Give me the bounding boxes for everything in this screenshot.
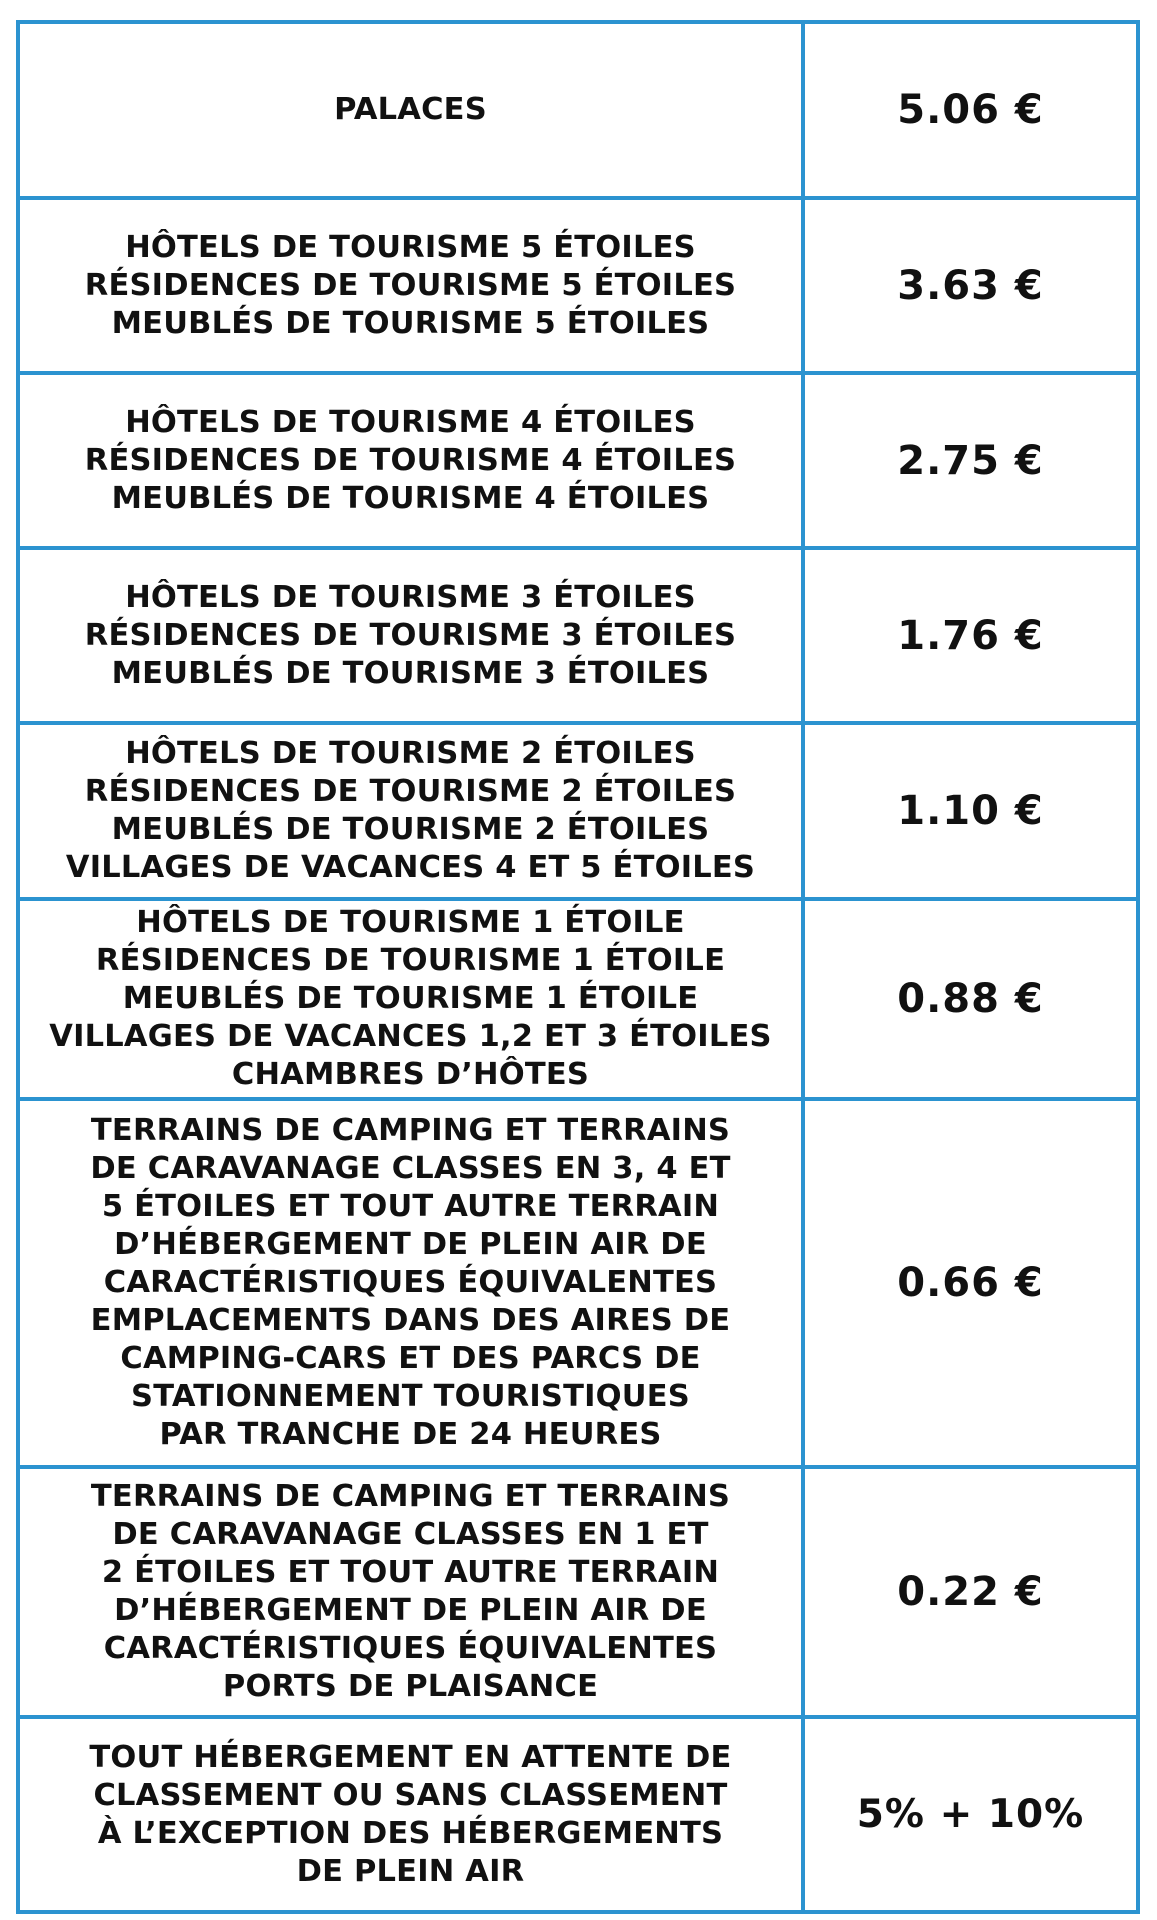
tax-rate-cell: 5.06 € bbox=[803, 22, 1138, 198]
category-line: MEUBLÉS DE TOURISME 2 ÉTOILES bbox=[111, 812, 710, 847]
category-line: 5 ÉTOILES ET TOUT AUTRE TERRAIN bbox=[101, 1189, 720, 1224]
table-row bbox=[18, 1717, 1138, 1912]
category-line: 2 ÉTOILES ET TOUT AUTRE TERRAIN bbox=[101, 1555, 720, 1590]
accommodation-category-cell bbox=[18, 198, 803, 373]
category-line: DE PLEIN AIR bbox=[296, 1853, 525, 1889]
category-line: EMPLACEMENTS DANS DES AIRES DE bbox=[90, 1303, 731, 1338]
tax-rate-cell: 2.75 € bbox=[803, 373, 1138, 548]
category-line: TOUT HÉBERGEMENT EN ATTENTE DE bbox=[89, 1739, 732, 1775]
tax-rate-cell: 5% + 10% bbox=[803, 1717, 1138, 1912]
tax-rate-cell: 1.10 € bbox=[803, 723, 1138, 899]
category-line: RÉSIDENCES DE TOURISME 4 ÉTOILES bbox=[84, 442, 737, 478]
category-line: VILLAGES DE VACANCES 1,2 ET 3 ÉTOILES bbox=[49, 1019, 772, 1054]
category-line: HÔTELS DE TOURISME 1 ÉTOILE bbox=[136, 905, 685, 940]
category-line: RÉSIDENCES DE TOURISME 2 ÉTOILES bbox=[84, 774, 737, 809]
category-line: RÉSIDENCES DE TOURISME 3 ÉTOILES bbox=[84, 617, 737, 653]
category-line: HÔTELS DE TOURISME 2 ÉTOILES bbox=[125, 736, 696, 771]
category-line: VILLAGES DE VACANCES 4 ET 5 ÉTOILES bbox=[65, 850, 756, 885]
table-row bbox=[18, 198, 1138, 373]
category-line: HÔTELS DE TOURISME 3 ÉTOILES bbox=[125, 579, 696, 615]
category-line: CAMPING-CARS ET DES PARCS DE bbox=[120, 1341, 701, 1376]
category-line: CLASSEMENT OU SANS CLASSEMENT bbox=[93, 1777, 728, 1813]
tax-rate-cell: 3.63 € bbox=[803, 198, 1138, 373]
accommodation-category-cell bbox=[18, 1099, 803, 1467]
table-row bbox=[18, 548, 1138, 723]
table-body bbox=[18, 22, 1138, 1912]
accommodation-category-cell bbox=[18, 1717, 803, 1912]
category-line: PALACES bbox=[334, 92, 487, 127]
tax-rate-cell: 0.22 € bbox=[803, 1467, 1138, 1717]
table-row bbox=[18, 723, 1138, 899]
category-line: D’HÉBERGEMENT DE PLEIN AIR DE bbox=[114, 1227, 707, 1262]
category-line: HÔTELS DE TOURISME 4 ÉTOILES bbox=[125, 404, 696, 440]
category-line: RÉSIDENCES DE TOURISME 1 ÉTOILE bbox=[95, 943, 726, 978]
table-row bbox=[18, 1099, 1138, 1467]
table-row bbox=[18, 1467, 1138, 1717]
accommodation-category-cell bbox=[18, 899, 803, 1099]
accommodation-category-cell bbox=[18, 1467, 803, 1717]
category-line: MEUBLÉS DE TOURISME 5 ÉTOILES bbox=[111, 305, 710, 341]
table-row bbox=[18, 899, 1138, 1099]
tax-rate-cell: 0.88 € bbox=[803, 899, 1138, 1099]
table-row bbox=[18, 373, 1138, 548]
category-line: CARACTÉRISTIQUES ÉQUIVALENTES bbox=[103, 1631, 718, 1666]
category-line: HÔTELS DE TOURISME 5 ÉTOILES bbox=[125, 229, 696, 265]
category-line: MEUBLÉS DE TOURISME 4 ÉTOILES bbox=[111, 480, 710, 516]
category-line: DE CARAVANAGE CLASSES EN 1 ET bbox=[112, 1517, 709, 1552]
category-line: PORTS DE PLAISANCE bbox=[222, 1669, 599, 1704]
category-line: PAR TRANCHE DE 24 HEURES bbox=[159, 1417, 662, 1452]
category-line: À L’EXCEPTION DES HÉBERGEMENTS bbox=[97, 1815, 724, 1851]
category-line: D’HÉBERGEMENT DE PLEIN AIR DE bbox=[114, 1593, 707, 1628]
accommodation-category-cell bbox=[18, 723, 803, 899]
category-line: CHAMBRES D’HÔTES bbox=[231, 1057, 590, 1092]
category-line: MEUBLÉS DE TOURISME 1 ÉTOILE bbox=[122, 981, 699, 1016]
table-row bbox=[18, 22, 1138, 198]
category-line: DE CARAVANAGE CLASSES EN 3, 4 ET bbox=[90, 1151, 731, 1186]
tourist-tax-table bbox=[16, 20, 1140, 1914]
category-line: RÉSIDENCES DE TOURISME 5 ÉTOILES bbox=[84, 267, 737, 303]
category-line: STATIONNEMENT TOURISTIQUES bbox=[131, 1379, 690, 1414]
accommodation-category-cell bbox=[18, 22, 803, 198]
category-line: TERRAINS DE CAMPING ET TERRAINS bbox=[90, 1479, 731, 1514]
tax-rate-cell: 1.76 € bbox=[803, 548, 1138, 723]
category-line: TERRAINS DE CAMPING ET TERRAINS bbox=[90, 1113, 731, 1148]
tax-rate-cell: 0.66 € bbox=[803, 1099, 1138, 1467]
category-line: CARACTÉRISTIQUES ÉQUIVALENTES bbox=[103, 1265, 718, 1300]
category-line: MEUBLÉS DE TOURISME 3 ÉTOILES bbox=[111, 655, 710, 691]
accommodation-category-cell bbox=[18, 373, 803, 548]
accommodation-category-cell bbox=[18, 548, 803, 723]
